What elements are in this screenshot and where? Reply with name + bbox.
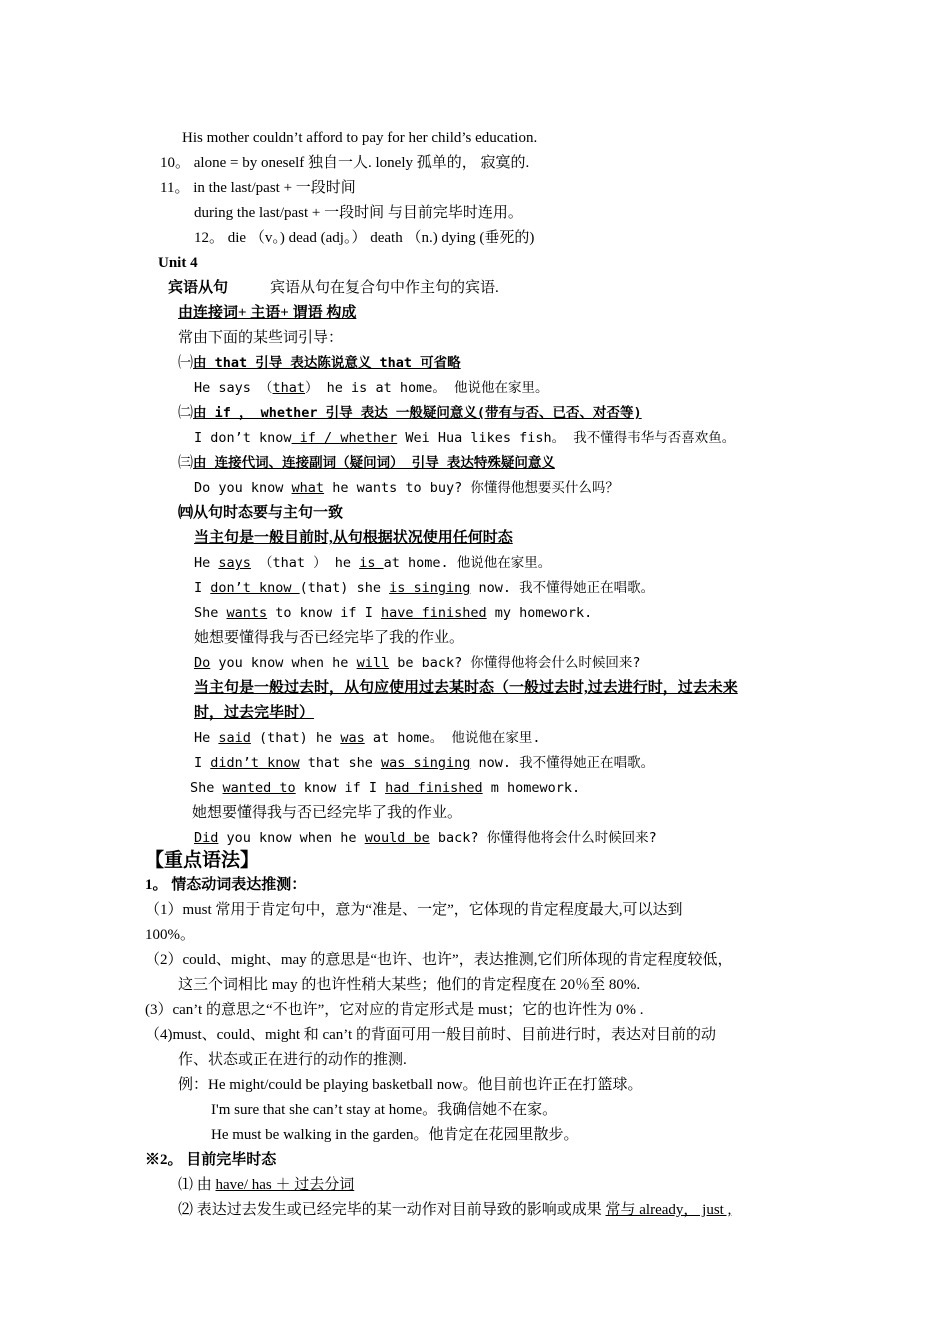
example-present-4: Do you know when he will be back? 你懂得他将会什么时候回来? <box>194 655 641 671</box>
line-12-die: 12。 die （v。) dead (adj。） death （n.) dying (垂死的) <box>194 230 535 246</box>
present-main-clause-rule: 当主句是一般目前时,从句根据状况使用任何时态 <box>194 530 513 546</box>
grammar-1-example-3: He must be walking in the garden。他肯定在花园里散步。 <box>211 1127 579 1143</box>
grammar-2-title: ※2。 目前完毕时态 <box>145 1152 277 1168</box>
structure-rule: 由连接词+ 主语+ 谓语 构成 <box>178 305 357 321</box>
grammar-1-tenses-cont: 作、状态或正在进行的动作的推测. <box>178 1052 407 1068</box>
line-11-in-the-last: 11。 in the last/past + 一段时间 <box>160 180 356 196</box>
point-2-if-whether: ㈡由 if ， whether 引导 表达 一般疑问意义(带有与否、已否、对否等) <box>178 405 642 421</box>
grammar-1-example-2: I'm sure that she can’t stay at home。我确信她不在家。 <box>211 1102 558 1118</box>
unit-heading: Unit 4 <box>158 255 198 271</box>
example-past-3-translation: 她想要懂得我与否已经完毕了我的作业。 <box>192 805 463 821</box>
example-present-3: She wants to know if I have finished my homework. <box>194 605 593 621</box>
grammar-2-point-1: ⑴ 由 have/ has ＋ 过去分词 <box>178 1177 355 1193</box>
example-past-3: She wanted to know if I had finished m homework. <box>190 780 581 796</box>
grammar-1-example-1: 例：He might/could be playing basketball now。他目前也许正在打篮球。 <box>178 1077 643 1093</box>
example-he-says: He says （that） he is at home。 他说他在家里。 <box>194 380 549 396</box>
object-clause-intro: 宾语从句 宾语从句在复合句中作主句的宾语. <box>168 280 499 296</box>
example-present-2: I don’t know (that) she is singing now. 我不懂得她正在唱歌。 <box>194 580 655 596</box>
line-during-the-last: during the last/past + 一段时间 与目前完毕时连用。 <box>194 205 523 221</box>
grammar-1-could-cont: 这三个词相比 may 的也许性稍大某些；他们的肯定程度在 20％至 80%. <box>178 977 641 993</box>
example-past-2: I didn’t know that she was singing now. 我不懂得她正在唱歌。 <box>194 755 655 771</box>
grammar-2-point-2: ⑵ 表达过去发生或已经完毕的某一动作对目前导致的影响或成果 常与 already， just , <box>178 1202 732 1218</box>
point-1-that: ㈠由 that 引导 表达陈说意义 that 可省略 <box>178 355 461 371</box>
line-10-alone: 10。 alone = by oneself 独自一人. lonely 孤单的， 寂寞的. <box>160 155 530 171</box>
grammar-1-could-might-may: （2）could、might、may 的意思是“也许、也许”，表达推测,它们所体现的肯定程度较低， <box>145 952 733 968</box>
point-4-tense-agreement: ㈣从句时态要与主句一致 <box>178 505 344 521</box>
example-present-1: He says （that ） he is at home. 他说他在家里。 <box>194 555 552 571</box>
past-main-clause-rule-1: 当主句是一般过去时，从句应使用过去某时态（一般过去时,过去进行时，过去未来 <box>194 680 738 696</box>
example-past-4: Did you know when he would be back? 你懂得他将会什么时候回来? <box>194 830 657 846</box>
grammar-1-must: （1）must 常用于肯定句中，意为“准是、一定”，它体现的肯定程度最大,可以达到 <box>145 902 683 918</box>
past-main-clause-rule-2: 时，过去完毕时） <box>194 705 315 721</box>
example-present-3-translation: 她想要懂得我与否已经完毕了我的作业。 <box>194 630 465 646</box>
example-dont-know-if: I don’t know if / whether Wei Hua likes fish。 我不懂得韦华与否喜欢鱼。 <box>194 430 736 446</box>
grammar-1-title: 1。 情态动词表达推测： <box>145 877 307 893</box>
line-mother-afford: His mother couldn’t afford to pay for her child’s education. <box>182 130 538 146</box>
key-grammar-heading: 【重点语法】 <box>145 849 260 871</box>
point-3-conjunctive-pronoun: ㈢由 连接代词、连接副词（疑问词） 引导 表达特殊疑问意义 <box>178 455 555 471</box>
grammar-1-cant: (3）can’t 的意思之“不也许”，它对应的肯定形式是 must；它的也许性为 0% . <box>145 1002 644 1018</box>
introducers-line: 常由下面的某些词引导： <box>178 330 344 346</box>
example-what-he-wants: Do you know what he wants to buy? 你懂得他想要买什么吗？ <box>194 480 619 496</box>
example-past-1: He said (that) he was at home。 他说他在家里. <box>194 730 541 746</box>
grammar-1-must-cont: 100%。 <box>145 927 195 943</box>
grammar-1-tenses: （4)must、could、might 和 can’t 的背面可用一般目前时、目前进行时，表达对目前的动 <box>145 1027 716 1043</box>
